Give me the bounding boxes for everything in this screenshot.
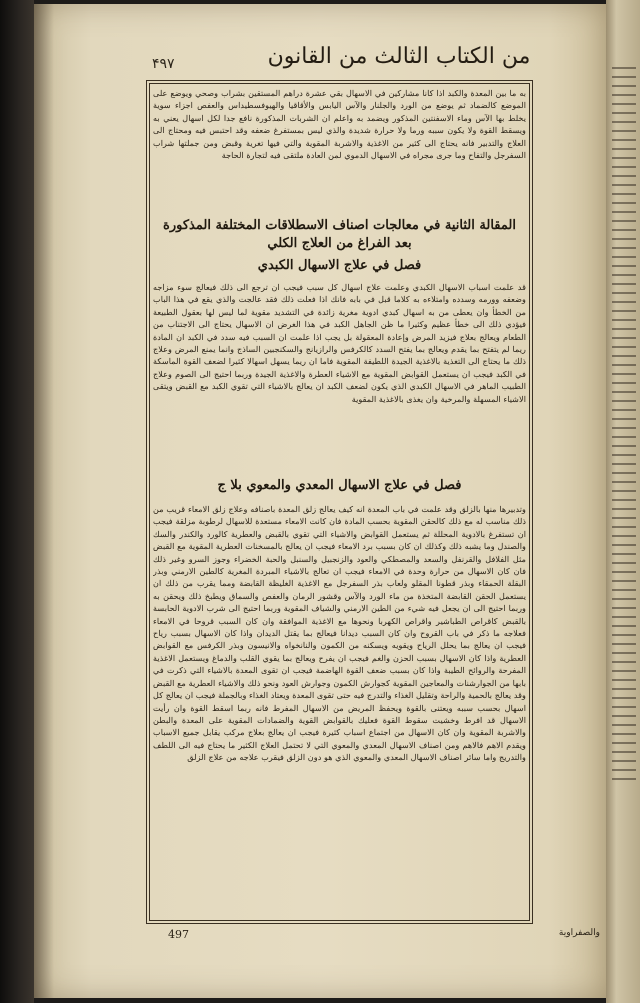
paragraph-liver-diarrhea: قد علمت اسباب الاسهال الكبدي وعلمت علاج اسهال كل سبب فيجب ان ترجع الى ذلك فيعالج سوء مزاجه وضعفه وورمه وسدده وامتلاءه به كلاما قبل في بابه فانك اذا فعلت ذلك فقد عالجت والذي يقع في هذا الباب من الخطأ وان يعطى من به اسهال كبدي ادوية مغرية زائدة في التشديد مقوية لما ليس لها بعقول الطبيعة فيؤدي ذلك الى خطأ عظيم وكثيرا ما ظن الجاهل الكبد في هذا الغرض ان الاسهال يحتاج الى الاجتناب من الطعام ويعالج بعلاج فيزيد المرض وإعادة المعقولة بل يجب اذا علمت ان السبب فيه سدد في الكبد ان المادة ريما لم يتفتح بما يقدم ويعالج بما يفتح السدد كالكرفس والرازيانج والسكنجبين الساذج وانما يمنع المرض وعلاج ذلك ما يحتاج الى التغذية بالاغذية الجيدة اللطيفة المقوية فاما ان ريما يسهل اسهالا كثيرا لضعف القوة الماسكة في الكبد فيجب ان يستعمل القوابض المقوية مع الاشياء العطرة والاغذية الجيدة وربما احتيج الى الصوم وعلاج الطبيب الماهر في الاسهال الكبدي الذي يكون لضعف الكبد ان يعالج بالاشياء التي تقوي الكبد مع القبض ويتقى الاشياء المسهلة والمرخية وان يغذى بالاغذية المقوية <box>153 282 526 404</box>
chapter-heading: المقالة الثانية في معالجات اصناف الاسطلاقات المختلفة المذكورة بعد الفراغ من العلاج الكلي <box>163 218 516 251</box>
facing-page-text-lines <box>612 60 636 787</box>
paragraph-intro: به ما بين المعدة والكبد اذا كانا مشاركين في الاسهال بقي عشرة دراهم المستقين بشراب وصحي ويوضع على الموضع كالضماد ثم يوضع من الورد والجلنار والآس اليابس والأقاقيا والهيوفسطيداس والعفص اجزاء سوية يخلط بها الآس وماء الاسفنتين المذكور ويضمد به واعلم ان الشربات المذكورة نافع جدا لكل اسهال يعني به ويسقط القوة ولا يكون سببه ورما ولا حرارة شديدة والذي ليس بمستفرغ ضعفه وقد احتبس فيه ومحتاج الى العلاج والتدبير فانه يحتاج الى كثير من الاغذية والاشربة المقوية والتي فيها تغرية وقبض ومن جملتها شراب السفرجل والتفاح وما جرى مجراه في الاسهال الدموي لمن العادة ملتقى فيه لتجارة الحاجة <box>153 88 526 161</box>
text-frame <box>146 80 533 924</box>
page-number-bottom: 497 <box>168 928 189 941</box>
book-page <box>34 4 606 998</box>
book-spine-edge <box>0 0 34 1003</box>
running-head: من الكتاب الثالث من القانون <box>267 44 531 69</box>
section-heading-stomach-intestinal-diarrhea: فصل في علاج الاسهال المعدي والمعوي بلا ج <box>217 478 462 493</box>
gutter-shadow <box>34 4 54 998</box>
catchword: والصفراوية <box>558 928 600 938</box>
section-heading-liver-diarrhea: فصل في علاج الاسهال الكبدي <box>257 258 422 273</box>
facing-page-edge <box>606 0 640 1003</box>
paragraph-stomach-intestinal-diarrhea: وتدبيرها منها بالزلق وقد علمت في باب المعدة انه كيف يعالج زلق المعدة باصنافه وعلاج زلق الامعاء قريب من ذلك مناسب له مع ذلك كالحقن المقوية بحسب المادة فان كانت الامعاء مستعدة للاسهال لرطوبة مزلقة فيجب ان تستفرغ بالادوية المحللة ثم يستعمل القوابض والاشياء التي تقوي بالقبض والعطرية كالورد والكندر والسك والصندل وما يشبه ذلك وكذلك ان كان بسبب برد الامعاء فيجب ان يعالج بالمسخنات العطرية المقوية مع القبض مثل الفلافل والقرنفل والسعد والمصطكي والعود والزنجبيل والسنبل والحبة الخضراء وجوز السرو وغير ذلك فان كان الاسهال من حرارة وحدة في الامعاء فيجب ان تعالج بالاشياء المبردة المغرية كالطين الارمني وبذر البقلة الحمقاء وبذر قطونا المقلو ولعاب بذر السفرجل مع الاغذية الغليظة القابضة ومما يقرب من ذلك ان يستعمل الحقن القابضة المتخذة من ماء الورد والآس وقشور الرمان والعفص والسماق ويطبخ ذلك ويحقن به وربما احتيج الى ان يجعل فيه شيء من الطين الارمني والشياف المقوية وربما احتيج الى شرب الادوية الحابسة بالقبض كاقراص الطباشير واقراص الكهربا ونحوها مع الاغذية الموافقة وان كان السبب قروحا في الامعاء فعلاجه ما ذكر في باب القروح وان كان السبب ديدانا فيعالج بما يقتل الديدان واذا كان الاسهال بسبب رياح فيجب ان يعالج بما يحلل الرياح ويقويه ويسكنه من الكمون والنانخواه والانيسون وبذر الكرفس مع القوابض العطرية واذا كان الاسهال بسبب الحزن والغم فيجب ان يفرح ويعالج بما يقوي القلب والدماغ ويستعمل الاغذية المفرحة والروائح الطيبة واذا كان بسبب ضعف القوة الهاضمة فيجب ان تقوى المعدة بالاشياء التي ذكرت في بابها من الجوارشنات والمعاجين المقوية كجوارش الكمون وجوارش العود ونحو ذلك والاشياء العطرية مع القبض وقد يعالج بالحمية والراحة وتقليل الغذاء والتدرج فيه حتى تقوى المعدة ويعتاد الغذاء وبالجملة فيجب ان يعالج كل اسهال بحسب سببه ويعتنى بالقوة ويحفظ المريض من الاسهال المفرط فانه ربما اسقط القوة وان رأيت الاسهال قد افرط وخشيت سقوط القوة فعليك بالقوابض القوية والضمادات المقوية على المعدة والبطن والاشربة المقوية وان كان الاسهال من اجتماع اسباب كثيرة فيجب ان يعالج بعلاج مركب يقابل جميع الاسباب ويقدم الاهم فالاهم ومن اصناف الاسهال المعدي والمعوي التي لا تحتمل العلاج الكثير ما يحتاج فيه الى اللطف والتدريج واما سائر اصناف الاسهال المعدي والمعوي الذي هو دون الزلق فيقرب علاجه من علاج الزلق <box>153 504 526 763</box>
page-number-top: ۴۹۷ <box>152 56 175 72</box>
